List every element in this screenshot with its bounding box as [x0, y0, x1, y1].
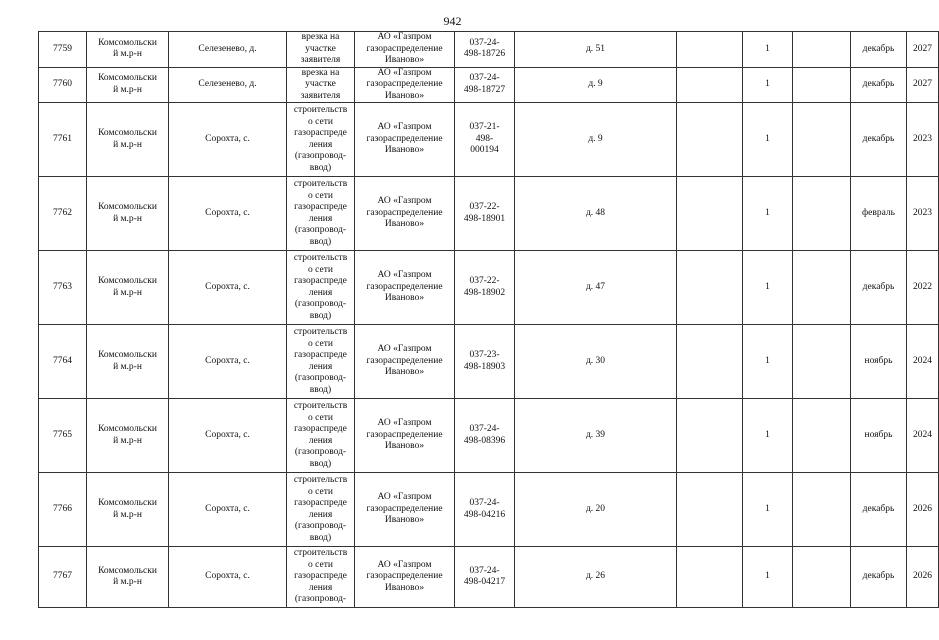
code-cell: 037-23- 498-18903 — [455, 325, 515, 399]
code-cell: 037-24- 498-08396 — [455, 399, 515, 473]
house-cell: д. 9 — [515, 67, 677, 103]
district-cell: Комсомольски й м.р-н — [87, 325, 169, 399]
locality-cell: Сорохта, с. — [169, 103, 287, 177]
row-number: 7761 — [39, 103, 87, 177]
code-cell: 037-22- 498-18901 — [455, 177, 515, 251]
organization-cell: АО «Газпром газораспределение Иваново» — [355, 67, 455, 103]
empty-cell — [793, 325, 851, 399]
organization-cell: АО «Газпром газораспределение Иваново» — [355, 251, 455, 325]
quantity-cell: 1 — [743, 473, 793, 547]
empty-cell — [793, 473, 851, 547]
year-cell: 2026 — [907, 473, 939, 547]
district-cell: Комсомольски й м.р-н — [87, 32, 169, 68]
table-row — [39, 399, 939, 473]
year-cell: 2027 — [907, 67, 939, 103]
empty-cell — [793, 399, 851, 473]
table-row — [39, 32, 939, 68]
year-cell: 2027 — [907, 32, 939, 68]
locality-cell: Сорохта, с. — [169, 473, 287, 547]
house-cell: д. 20 — [515, 473, 677, 547]
month-cell: декабрь — [851, 473, 907, 547]
organization-cell: АО «Газпром газораспределение Иваново» — [355, 103, 455, 177]
operation-cell: строительств о сети газораспреде ления (газопровод- — [287, 547, 355, 608]
table-row — [39, 103, 939, 177]
table-row — [39, 177, 939, 251]
district-cell: Комсомольски й м.р-н — [87, 399, 169, 473]
empty-cell — [677, 103, 743, 177]
row-number: 7767 — [39, 547, 87, 608]
gas-connection-table — [38, 31, 939, 608]
district-cell: Комсомольски й м.р-н — [87, 103, 169, 177]
house-cell: д. 48 — [515, 177, 677, 251]
district-cell: Комсомольски й м.р-н — [87, 177, 169, 251]
table-row — [39, 325, 939, 399]
table-row — [39, 251, 939, 325]
table-row — [39, 473, 939, 547]
empty-cell — [793, 251, 851, 325]
operation-cell: строительств о сети газораспреде ления (газопровод- ввод) — [287, 473, 355, 547]
house-cell: д. 51 — [515, 32, 677, 68]
district-cell: Комсомольски й м.р-н — [87, 473, 169, 547]
table-row — [39, 547, 939, 608]
locality-cell: Сорохта, с. — [169, 177, 287, 251]
table-body — [39, 32, 939, 608]
organization-cell: АО «Газпром газораспределение Иваново» — [355, 32, 455, 68]
year-cell: 2024 — [907, 325, 939, 399]
code-cell: 037-24- 498-18726 — [455, 32, 515, 68]
month-cell: ноябрь — [851, 325, 907, 399]
empty-cell — [677, 547, 743, 608]
quantity-cell: 1 — [743, 399, 793, 473]
operation-cell: врезка на участке заявителя — [287, 67, 355, 103]
empty-cell — [677, 473, 743, 547]
quantity-cell: 1 — [743, 251, 793, 325]
code-cell: 037-22- 498-18902 — [455, 251, 515, 325]
code-cell: 037-24- 498-18727 — [455, 67, 515, 103]
district-cell: Комсомольски й м.р-н — [87, 67, 169, 103]
row-number: 7765 — [39, 399, 87, 473]
organization-cell: АО «Газпром газораспределение Иваново» — [355, 473, 455, 547]
organization-cell: АО «Газпром газораспределение Иваново» — [355, 547, 455, 608]
empty-cell — [677, 251, 743, 325]
empty-cell — [677, 32, 743, 68]
empty-cell — [793, 177, 851, 251]
empty-cell — [677, 399, 743, 473]
code-cell: 037-24- 498-04217 — [455, 547, 515, 608]
district-cell: Комсомольски й м.р-н — [87, 547, 169, 608]
month-cell: декабрь — [851, 67, 907, 103]
house-cell: д. 47 — [515, 251, 677, 325]
row-number: 7759 — [39, 32, 87, 68]
operation-cell: строительств о сети газораспреде ления (газопровод- ввод) — [287, 177, 355, 251]
year-cell: 2023 — [907, 177, 939, 251]
empty-cell — [793, 103, 851, 177]
operation-cell: строительств о сети газораспреде ления (газопровод- ввод) — [287, 103, 355, 177]
code-cell: 037-21- 498- 000194 — [455, 103, 515, 177]
row-number: 7764 — [39, 325, 87, 399]
quantity-cell: 1 — [743, 547, 793, 608]
empty-cell — [677, 325, 743, 399]
row-number: 7766 — [39, 473, 87, 547]
district-cell: Комсомольски й м.р-н — [87, 251, 169, 325]
empty-cell — [677, 67, 743, 103]
month-cell: декабрь — [851, 103, 907, 177]
row-number: 7762 — [39, 177, 87, 251]
page-number: 942 — [443, 14, 462, 28]
quantity-cell: 1 — [743, 67, 793, 103]
locality-cell: Селезенево, д. — [169, 67, 287, 103]
month-cell: февраль — [851, 177, 907, 251]
empty-cell — [793, 67, 851, 103]
year-cell: 2023 — [907, 103, 939, 177]
operation-cell: строительств о сети газораспреде ления (газопровод- ввод) — [287, 325, 355, 399]
operation-cell: строительств о сети газораспреде ления (газопровод- ввод) — [287, 399, 355, 473]
quantity-cell: 1 — [743, 32, 793, 68]
organization-cell: АО «Газпром газораспределение Иваново» — [355, 325, 455, 399]
operation-cell: врезка на участке заявителя — [287, 32, 355, 68]
locality-cell: Сорохта, с. — [169, 251, 287, 325]
year-cell: 2022 — [907, 251, 939, 325]
locality-cell: Сорохта, с. — [169, 399, 287, 473]
row-number: 7760 — [39, 67, 87, 103]
month-cell: декабрь — [851, 32, 907, 68]
quantity-cell: 1 — [743, 177, 793, 251]
house-cell: д. 30 — [515, 325, 677, 399]
month-cell: ноябрь — [851, 399, 907, 473]
year-cell: 2026 — [907, 547, 939, 608]
organization-cell: АО «Газпром газораспределение Иваново» — [355, 177, 455, 251]
locality-cell: Селезенево, д. — [169, 32, 287, 68]
month-cell: декабрь — [851, 547, 907, 608]
empty-cell — [793, 547, 851, 608]
house-cell: д. 9 — [515, 103, 677, 177]
month-cell: декабрь — [851, 251, 907, 325]
house-cell: д. 26 — [515, 547, 677, 608]
locality-cell: Сорохта, с. — [169, 325, 287, 399]
quantity-cell: 1 — [743, 103, 793, 177]
row-number: 7763 — [39, 251, 87, 325]
quantity-cell: 1 — [743, 325, 793, 399]
organization-cell: АО «Газпром газораспределение Иваново» — [355, 399, 455, 473]
table-row — [39, 67, 939, 103]
house-cell: д. 39 — [515, 399, 677, 473]
empty-cell — [793, 32, 851, 68]
operation-cell: строительств о сети газораспреде ления (газопровод- ввод) — [287, 251, 355, 325]
year-cell: 2024 — [907, 399, 939, 473]
code-cell: 037-24- 498-04216 — [455, 473, 515, 547]
empty-cell — [677, 177, 743, 251]
locality-cell: Сорохта, с. — [169, 547, 287, 608]
